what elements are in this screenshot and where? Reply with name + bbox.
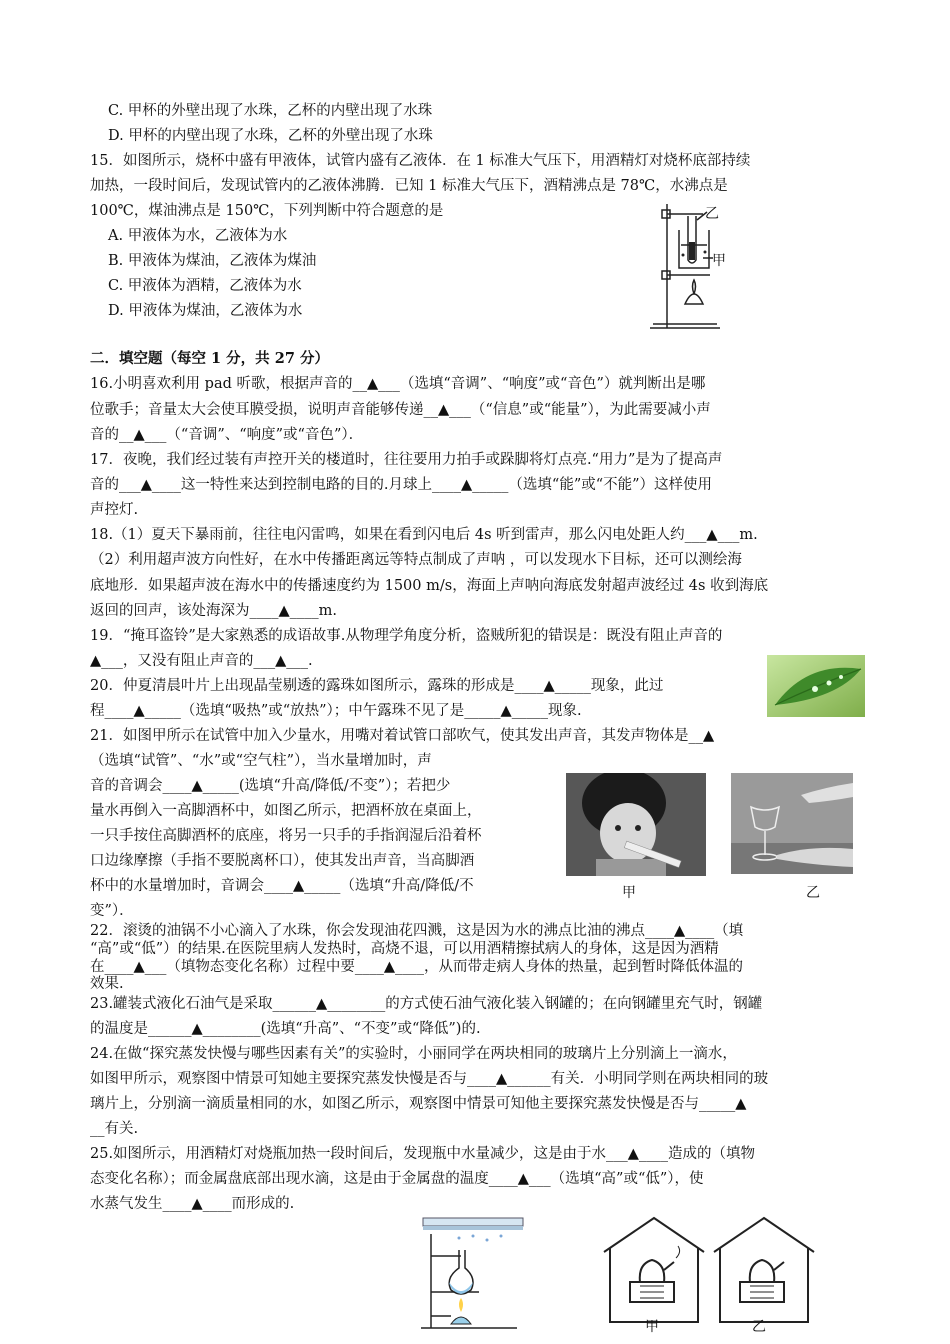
q18-line-2: （2）利用超声波方向性好，在水中传播距离远等特点制成了声呐 ，可以发现水下目标，还可以测绘海 xyxy=(90,552,742,568)
q23-line-2: 的温度是______▲________(选填“升高”、“不变”或“降低”)的. xyxy=(90,1021,481,1037)
q20-dew-leaf-photo xyxy=(767,655,865,717)
q19-line-2: ▲___，又没有阻止声音的___▲___. xyxy=(90,653,313,669)
q15-option-a: A. 甲液体为水，乙液体为水 xyxy=(108,228,288,244)
q23-line-1: 23.罐装式液化石油气是采取______▲________的方式使石油气液化装入钢罐的；在向钢罐里充气时，钢罐 xyxy=(90,996,763,1012)
q21-line-6: 口边缘摩擦（手指不要脱离杯口），使其发出声音，当高脚酒 xyxy=(90,853,475,869)
q14-option-d: D. 甲杯的内壁出现了水珠，乙杯的外壁出现了水珠 xyxy=(108,128,433,144)
q17-line-3: 声控灯. xyxy=(90,502,139,518)
q22-line-3: 在____▲___（填物态变化名称）过程中要____▲____，从而带走病人身体的热量，起到暂时降低体温的 xyxy=(90,959,744,975)
q21-jia-photo xyxy=(566,773,706,876)
q25-line-2: 态变化名称）；而金属盘底部出现水滴，这是由于金属盘的温度____▲___（选填“高”或“低”），使 xyxy=(90,1171,704,1187)
q24-line-3: 璃片上，分别滴一滴质量相同的水，如图乙所示，观察图中情景可知他主要探究蒸发快慢是否与_____▲ xyxy=(90,1096,747,1112)
q16-line-2: 位歌手；音量太大会使耳膜受损，说明声音能够传递__▲___（“信息”或“能量”），为此需要减小声 xyxy=(90,402,711,418)
section-heading: 二．填空题（每空 1 分，共 27 分） xyxy=(90,350,329,367)
q18-line-3: 底地形．如果超声波在海水中的传播速度约为 1500 m/s，海面上声呐向海底发射超声波经过 4s 收到海底 xyxy=(90,578,769,594)
q21-label-jia: 甲 xyxy=(622,885,636,901)
q15-stem-2: 加热，一段时间后，发现试管内的乙液体沸腾．已知 1 标准大气压下，酒精沸点是 78℃，水沸点是 xyxy=(90,178,728,194)
q21-line-5: 一只手按住高脚酒杯的底座，将另一只手的手指润湿后沿着杯 xyxy=(90,828,482,844)
q24-label-jia: 甲 xyxy=(645,1319,659,1335)
q25-line-3: 水蒸气发生____▲____而形成的. xyxy=(90,1196,295,1212)
q24-line-2: 如图甲所示，观察图中情景可知她主要探究蒸发快慢是否与____▲______有关．小明同学则在两块相同的玻 xyxy=(90,1071,769,1087)
q21-line-2: （选填“试管”、“水”或“空气柱”），当水量增加时，声 xyxy=(90,753,432,769)
q16-line-3: 音的__▲___（“音调”、“响度”或“音色”）． xyxy=(90,427,364,443)
q24-houses-figure xyxy=(600,1214,818,1326)
q20-line-1: 20．仲夏清晨叶片上出现晶莹剔透的露珠如图所示，露珠的形成是____▲_____现象，此过 xyxy=(90,678,664,694)
q21-line-3: 音的音调会____▲_____(选填“升高/降低/不变”）；若把少 xyxy=(90,778,451,794)
q16-line-1: 16.小明喜欢利用 pad 听歌，根据声音的__▲___（选填“音调”、“响度”或“音色”）就判断出是哪 xyxy=(90,376,706,392)
q19-line-1: 19．“掩耳盗铃”是大家熟悉的成语故事.从物理学角度分析，盗贼所犯的错误是：既没有阻止声音的 xyxy=(90,628,723,644)
q24-line-1: 24.在做“探究蒸发快慢与哪些因素有关”的实验时，小丽同学在两块相同的玻璃片上分别滴上一滴水， xyxy=(90,1046,737,1062)
q18-line-1: 18.（1）夏天下暴雨前，往往电闪雷鸣，如果在看到闪电后 4s 听到雷声，那么闪电处距人约___▲___m. xyxy=(90,527,758,543)
q15-label-jia: 甲 xyxy=(712,253,726,269)
q15-option-b: B. 甲液体为煤油，乙液体为煤油 xyxy=(108,253,317,269)
q15-label-yi: 乙 xyxy=(705,206,719,222)
q20-line-2: 程____▲_____（选填“吸热”或“放热”）；中午露珠不见了是_____▲_____现象. xyxy=(90,703,582,719)
q21-line-4: 量水再倒入一高脚酒杯中，如图乙所示，把酒杯放在桌面上， xyxy=(90,803,482,819)
q21-line-7: 杯中的水量增加时，音调会____▲_____（选填“升高/降低/不 xyxy=(90,878,474,894)
q17-line-2: 音的___▲____这一特性来达到控制电路的目的.月球上____▲_____（选填“能”或“不能”）这样使用 xyxy=(90,477,713,493)
q24-label-yi: 乙 xyxy=(752,1319,766,1335)
q21-yi-photo xyxy=(731,773,853,874)
q21-label-yi: 乙 xyxy=(806,885,820,901)
q15-option-c: C. 甲液体为酒精，乙液体为水 xyxy=(108,278,302,294)
q15-stem-1: 15．如图所示，烧杯中盛有甲液体，试管内盛有乙液体．在 1 标准大气压下，用酒精灯对烧杯底部持续 xyxy=(90,153,751,169)
q22-line-4: 效果. xyxy=(90,976,124,992)
q17-line-1: 17．夜晚，我们经过装有声控开关的楼道时，往往要用力拍手或跺脚将灯点亮.“用力”是为了提高声 xyxy=(90,452,723,468)
q18-line-4: 返回的回声，该处海深为____▲____m. xyxy=(90,603,338,619)
q15-option-d: D. 甲液体为煤油，乙液体为水 xyxy=(108,303,303,319)
q21-line-8: 变”）． xyxy=(90,903,134,919)
q25-flask-figure xyxy=(417,1216,525,1332)
q15-stem-3: 100℃，煤油沸点是 150℃，下列判断中符合题意的是 xyxy=(90,203,444,219)
q22-line-2: “高”或“低”）的结果.在医院里病人发热时，高烧不退，可以用酒精擦拭病人的身体，这是因为酒精 xyxy=(90,941,719,957)
q14-option-c: C. 甲杯的外壁出现了水珠，乙杯的内壁出现了水珠 xyxy=(108,103,433,119)
q25-line-1: 25.如图所示，用酒精灯对烧瓶加热一段时间后，发现瓶中水量减少，这是由于水___▲____造成的（填物 xyxy=(90,1146,755,1162)
q21-line-1: 21．如图甲所示在试管中加入少量水，用嘴对着试管口部吹气，使其发出声音，其发声物体是__▲ xyxy=(90,728,715,744)
q22-line-1: 22．滚烫的油锅不小心滴入了水珠，你会发现油花四溅，这是因为水的沸点比油的沸点____▲____（填 xyxy=(90,923,744,939)
q24-line-4: __有关. xyxy=(90,1121,139,1137)
